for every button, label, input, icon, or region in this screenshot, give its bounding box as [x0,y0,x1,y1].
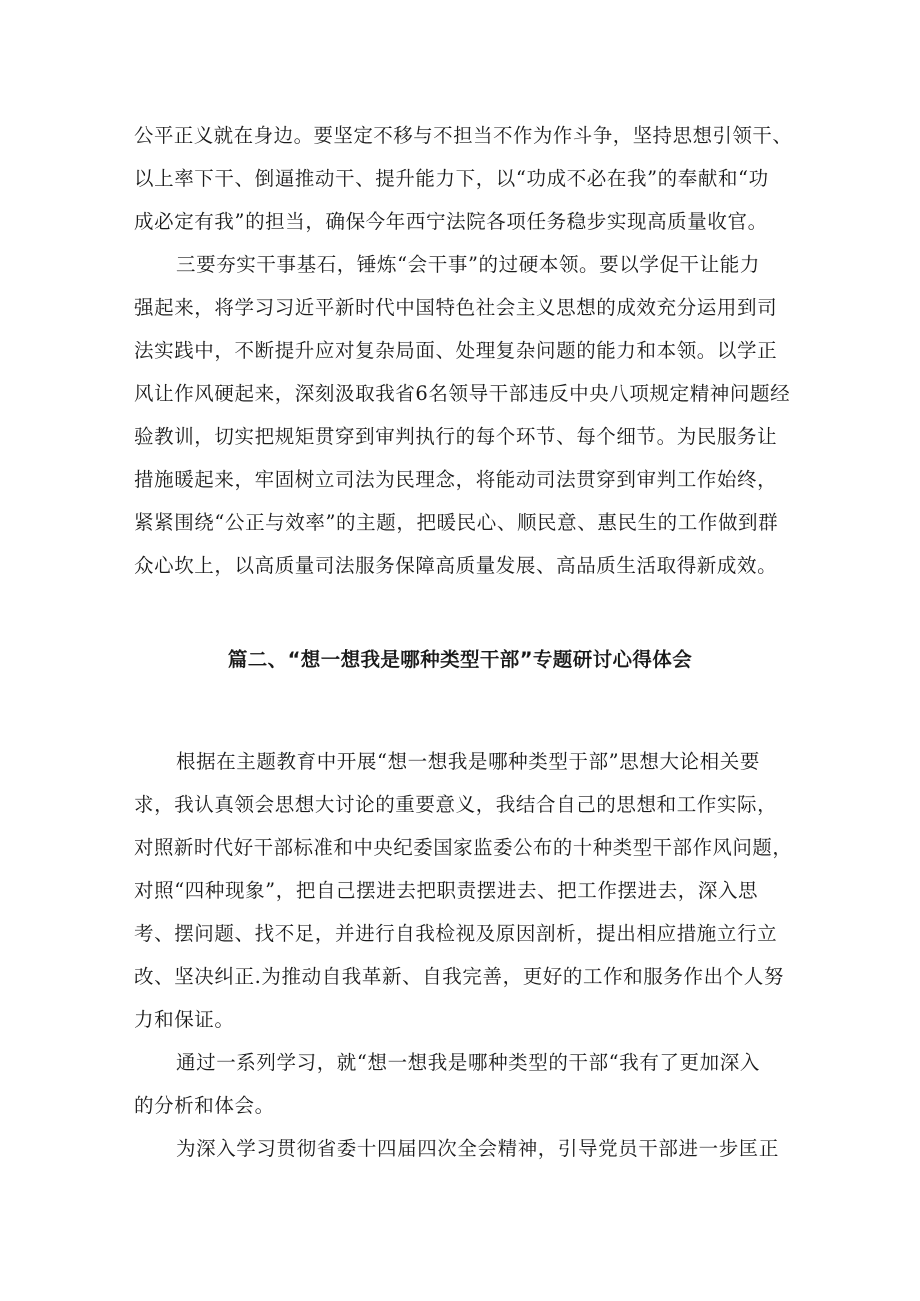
paragraph-line: 强起来，将学习习近平新时代中国特色社会主义思想的成效充分运用到司 [134,296,778,319]
paragraph-line: 改、坚决纠正.为推动自我革新、自我完善，更好的工作和服务作出个人努 [134,965,784,988]
paragraph-line: 力和保证。 [134,1008,235,1031]
paragraph-line: 公平正义就在身边。要坚定不移与不担当不作为作斗争，坚持思想引领干、 [134,124,793,147]
paragraph-line: 措施暖起来，牢固树立司法为民理念，将能动司法贯穿到审判工作始终， [134,468,778,491]
paragraph-line: 紧紧围绕“公正与效率”的主题，把暖民心、顺民意、惠民生的工作做到群 [134,511,779,534]
paragraph-line: 通过一系列学习，就“想一想我是哪种类型的干部“我有了更加深入 [176,1051,760,1074]
paragraph-line: 的分析和体会。 [134,1094,275,1117]
paragraph-line: 成必定有我”的担当，确保今年西宁法院各项任务稳步实现高质量收官。 [134,210,768,233]
paragraph-line: 为深入学习贯彻省委十四届四次全会精神，引导党员干部进一步匡正 [176,1137,780,1160]
section-heading: 篇二、“想一想我是哪种类型干部”专题研讨心得体会 [227,648,693,671]
paragraph-line: 众心坎上，以高质量司法服务保障高质量发展、高品质生活取得新成效。 [134,554,778,577]
paragraph-line: 对照新时代好干部标准和中央纪委国家监委公布的十种类型干部作风问题， [134,836,793,859]
paragraph-line: 对照“四种现象”，把自己摆进去把职责摆进去、把工作摆进去，深入思 [134,879,759,902]
paragraph-line: 验教训，切实把规矩贯穿到审判执行的每个环节、每个细节。为民服务让 [134,425,778,448]
paragraph-line: 以上率下干、倒逼推动干、提升能力下，以“功成不必在我”的奉献和“功 [134,167,769,190]
paragraph-line: 求，我认真领会思想大讨论的重要意义，我结合自己的思想和工作实际， [134,793,778,816]
paragraph-line: 三要夯实干事基石，锤炼“会干事”的过硬本领。要以学促干让能力 [176,253,760,276]
paragraph-line: 根据在主题教育中开展“想一想我是哪种类型于部”思想大论相关要 [176,750,760,773]
paragraph-line: 考、摆问题、找不足，并进行自我检视及原因剖析，提出相应措施立行立 [134,922,778,945]
paragraph-line: 风让作风硬起来，深刻汲取我省6名领导干部违反中央八项规定精神问题经 [134,382,791,405]
paragraph-line: 法实践中，不断提升应对复杂局面、处理复杂问题的能力和本领。以学正 [134,339,778,362]
